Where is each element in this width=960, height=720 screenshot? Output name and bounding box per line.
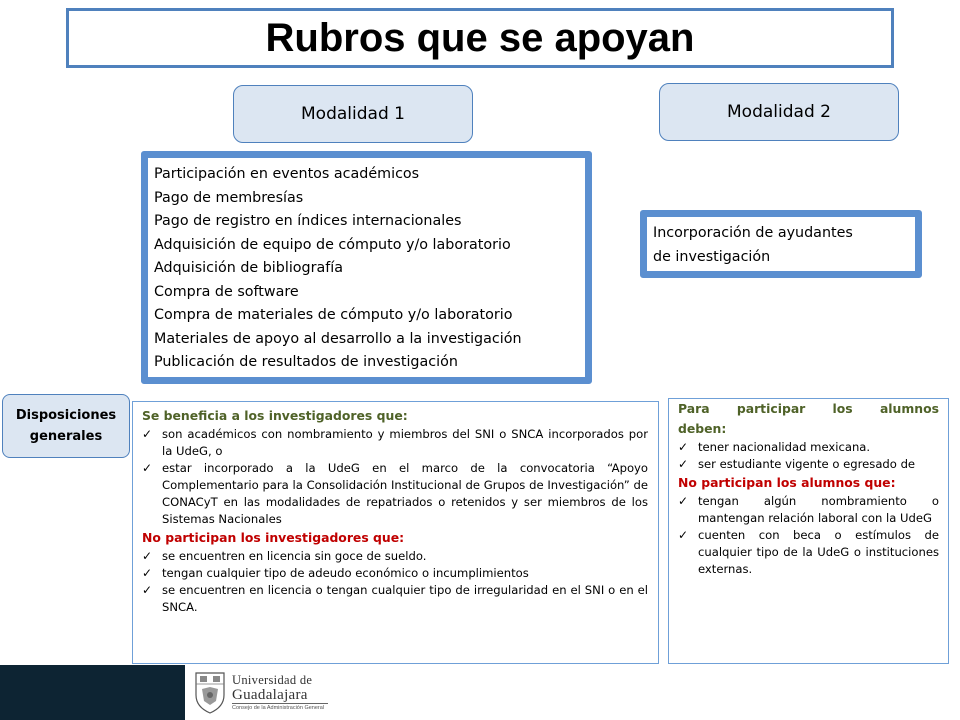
list-item: Adquisición de bibliografía <box>154 260 344 276</box>
alumnos-no-heading: No participan los alumnos que: <box>678 475 896 490</box>
list-item: Materiales de apoyo al desarrollo a la investigación <box>154 330 522 347</box>
list-item <box>142 460 648 528</box>
investigadores-panel <box>132 401 659 664</box>
logo-text-line1: Universidad de <box>232 673 313 687</box>
check-icon: ✓ <box>678 440 689 454</box>
modalidad-1-label: Modalidad 1 <box>233 85 473 143</box>
alumnos-heading-line2: deben: <box>678 421 727 436</box>
logo-divider <box>232 703 328 704</box>
page-title: Rubros que se apoyan <box>265 15 695 60</box>
list-item <box>142 582 648 616</box>
university-logo <box>190 668 350 716</box>
list-item: Adquisición de equipo de cómputo y/o laboratorio <box>154 236 511 253</box>
list-item-text: se encuentren en licencia o tengan cualquier tipo de irregularidad en el SNI o en el SNCA. <box>162 583 648 614</box>
list-item <box>678 527 939 578</box>
list-item <box>142 565 648 582</box>
title-box <box>66 8 894 68</box>
list-item: Compra de software <box>154 283 299 300</box>
disposiciones-generales-label <box>2 394 130 458</box>
list-item: Publicación de resultados de investigación <box>154 354 458 370</box>
footer-dark-band <box>0 665 185 720</box>
list-item-text: tengan cualquier tipo de adeudo económico o incumplimientos <box>162 566 529 580</box>
investigadores-heading: Se beneficia a los investigadores que: <box>142 408 408 423</box>
modalidad-1-list <box>141 151 592 384</box>
list-item: Pago de registro en índices internacionales <box>154 213 462 229</box>
modalidad-2-item-line1: Incorporación de ayudantes <box>653 225 853 241</box>
disposiciones-line2: generales <box>29 429 103 444</box>
logo-text-line2: Guadalajara <box>232 687 308 703</box>
list-item-text: cuenten con beca o estímulos de cualquier tipo de la UdeG o instituciones externas. <box>698 528 939 576</box>
list-item <box>678 439 939 456</box>
check-icon: ✓ <box>142 461 153 475</box>
check-icon: ✓ <box>142 427 153 441</box>
list-item-text: ser estudiante vigente o egresado de <box>698 457 916 471</box>
list-item-text: tengan algún nombramiento o mantengan relación laboral con la UdeG <box>698 494 939 525</box>
modalidad-2-item-line2: de investigación <box>653 249 771 265</box>
check-icon: ✓ <box>142 583 153 597</box>
list-item <box>678 456 939 473</box>
list-item: Compra de materiales de cómputo y/o laboratorio <box>154 307 513 323</box>
check-icon: ✓ <box>678 528 689 542</box>
list-item <box>142 548 648 565</box>
logo-text-line3: Consejo de la Administración General <box>232 705 325 711</box>
alumnos-panel <box>668 398 949 664</box>
check-icon: ✓ <box>678 457 689 471</box>
investigadores-no-heading: No participan los investigadores que: <box>142 530 405 545</box>
check-icon: ✓ <box>142 549 153 563</box>
alumnos-heading-line1: Para participar los alumnos <box>678 401 939 416</box>
list-item-text: tener nacionalidad mexicana. <box>698 440 871 454</box>
list-item: Participación en eventos académicos <box>154 166 420 182</box>
list-item-text: se encuentren en licencia sin goce de sueldo. <box>162 549 427 563</box>
list-item-text: son académicos con nombramiento y miembros del SNI o SNCA incorporados por la UdeG, o <box>162 427 648 458</box>
modalidad-2-label: Modalidad 2 <box>659 83 899 141</box>
list-item: Pago de membresías <box>154 189 304 206</box>
list-item-text: estar incorporado a la UdeG en el marco de la convocatoria “Apoyo Complementario para la Consolidación Institucional de Grupos de Investigación” de CONACyT en las modalidades de repatriados o retenidos y ser miembros de los Sistemas Nacionales <box>162 461 648 526</box>
check-icon: ✓ <box>678 494 689 508</box>
disposiciones-line1: Disposiciones <box>15 408 117 423</box>
list-item <box>678 493 939 527</box>
crest-icon <box>192 669 228 715</box>
list-item <box>142 426 648 460</box>
modalidad-2-item <box>640 210 922 278</box>
check-icon: ✓ <box>142 566 153 580</box>
